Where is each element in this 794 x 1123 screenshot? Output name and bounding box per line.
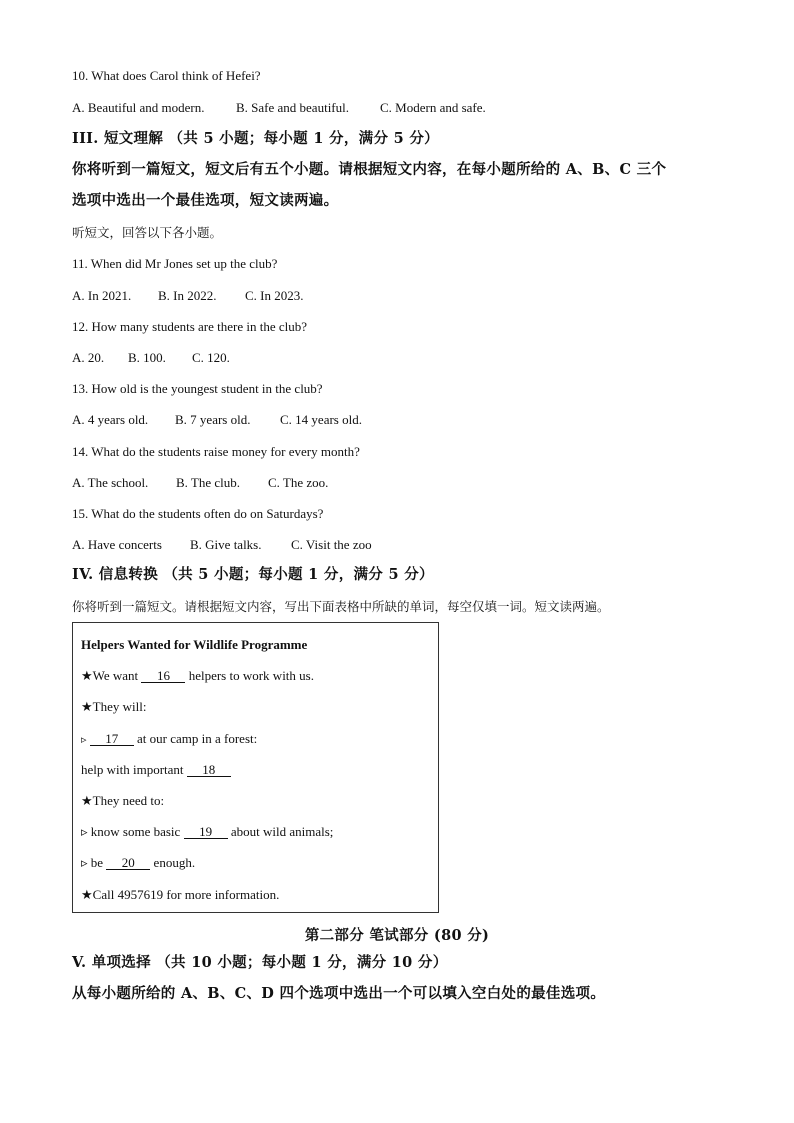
- q11-option-a: A. In 2021.: [72, 288, 132, 303]
- section5-heading: V. 单项选择 （共 10 小题；每小题 1 分，满分 10 分）: [72, 954, 448, 971]
- q10-option-b: B. Safe and beautiful.: [236, 100, 349, 115]
- part2-title: 第二部分 笔试部分 (80 分): [304, 927, 490, 944]
- q12-option-b: B. 100.: [128, 350, 166, 365]
- q11-option-c: C. In 2023.: [245, 288, 304, 303]
- q10-options: [72, 100, 486, 116]
- line3-text-post: at our camp in a forest:: [137, 731, 258, 746]
- q10-question: 10. What does Carol think of Hefei?: [72, 68, 261, 83]
- q11-option-b: B. In 2022.: [158, 288, 217, 303]
- q14-option-c: C. The zoo.: [268, 475, 329, 490]
- section4-heading: IV. 信息转换 （共 5 小题；每小题 1 分，满分 5 分）: [72, 566, 434, 583]
- line1-text-post: helpers to work with us.: [188, 668, 314, 683]
- q14-option-b: B. The club.: [176, 475, 241, 490]
- q12-option-a: A. 20.: [72, 350, 105, 365]
- q10-option-a: A. Beautiful and modern.: [72, 100, 205, 115]
- info-table-title: Helpers Wanted for Wildlife Programme: [81, 637, 308, 652]
- info-table-line6: [81, 824, 333, 840]
- line7-text-post: enough.: [153, 855, 196, 870]
- line7-text: ▹ be: [81, 855, 104, 870]
- q11-question: 11. When did Mr Jones set up the club?: [72, 256, 278, 271]
- section3-heading: III. 短文理解 （共 5 小题；每小题 1 分，满分 5 分）: [72, 130, 439, 147]
- section3-instruction-line2: 选项中选出一个最佳选项，短文读两遍。: [72, 192, 339, 209]
- q12-options: [72, 350, 230, 366]
- line6-text: ▹ know some basic: [81, 824, 181, 839]
- info-table-line2: ★They will:: [81, 699, 147, 714]
- blank-18: 18: [187, 763, 231, 777]
- q15-option-c: C. Visit the zoo: [291, 537, 372, 552]
- q12-option-c: C. 120.: [192, 350, 230, 365]
- blank-17: 17: [90, 732, 134, 746]
- q13-options: [72, 412, 362, 428]
- triangle-bullet-icon: ▹: [81, 734, 87, 746]
- info-table-line8: ★Call 4957619 for more information.: [81, 887, 280, 902]
- info-table-line7: [81, 855, 195, 871]
- info-table-line5: ★They need to:: [81, 793, 165, 808]
- q15-option-a: A. Have concerts: [72, 537, 162, 552]
- blank-19: 19: [184, 825, 228, 839]
- section5-instruction: 从每小题所给的 A、B、C、D 四个选项中选出一个可以填入空白处的最佳选项。: [72, 985, 606, 1002]
- q11-options: [72, 288, 304, 304]
- info-table-line4: [81, 762, 231, 778]
- q10-option-c: C. Modern and safe.: [380, 100, 486, 115]
- q15-question: 15. What do the students often do on Saturdays?: [72, 506, 324, 521]
- section3-sub-instruction: 听短文，回答以下各小题。: [72, 225, 223, 240]
- q13-question: 13. How old is the youngest student in the club?: [72, 381, 323, 396]
- section4-instruction: 你将听到一篇短文。请根据短文内容，写出下面表格中所缺的单词，每空仅填一词。短文读两遍。: [72, 599, 610, 614]
- q12-question: 12. How many students are there in the club?: [72, 319, 308, 334]
- q15-options: [72, 537, 372, 553]
- line4-text: help with important: [81, 762, 184, 777]
- q13-option-c: C. 14 years old.: [280, 412, 362, 427]
- q15-option-b: B. Give talks.: [190, 537, 262, 552]
- q13-option-a: A. 4 years old.: [72, 412, 149, 427]
- q13-option-b: B. 7 years old.: [175, 412, 251, 427]
- info-table-line1: [81, 668, 314, 684]
- q14-question: 14. What do the students raise money for every month?: [72, 444, 360, 459]
- line6-text-post: about wild animals;: [230, 824, 334, 839]
- blank-16: 16: [141, 669, 185, 683]
- line1-text: ★We want: [81, 668, 139, 683]
- q14-option-a: A. The school.: [72, 475, 149, 490]
- section3-instruction-line1: 你将听到一篇短文，短文后有五个小题。请根据短文内容，在每小题所给的 A、B、C 三个: [72, 161, 667, 178]
- q14-options: [72, 475, 328, 491]
- info-table-line3: [81, 731, 257, 748]
- info-table-box: [72, 622, 439, 913]
- blank-20: 20: [106, 856, 150, 870]
